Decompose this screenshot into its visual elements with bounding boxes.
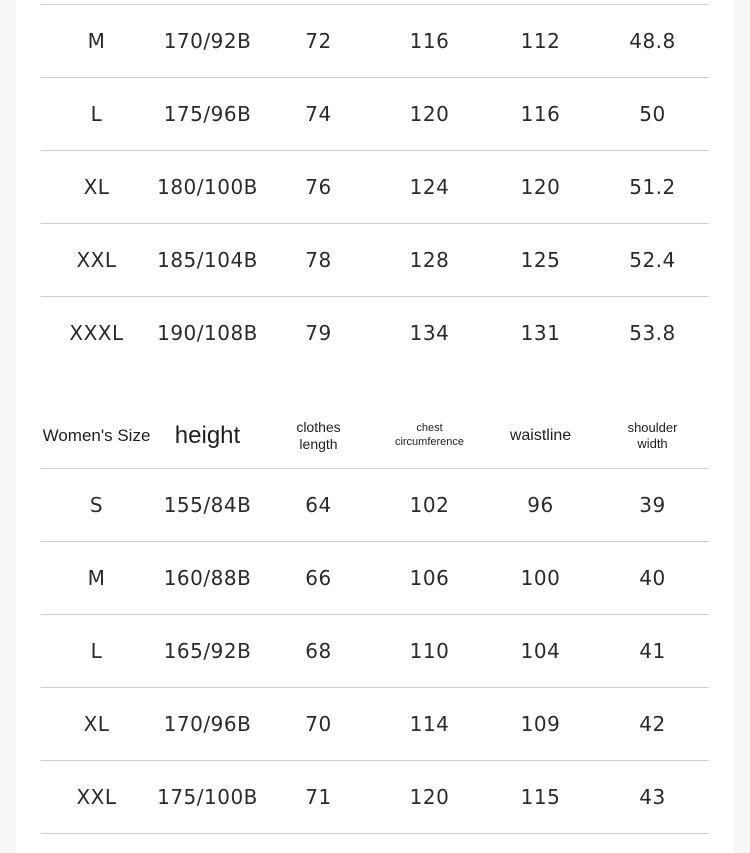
chest-cell: 102 <box>409 493 450 517</box>
waist-cell: 96 <box>527 493 554 517</box>
height-cell: 175/100B <box>157 785 258 809</box>
length-cell: 76 <box>305 175 332 199</box>
waist-cell: 100 <box>520 566 561 590</box>
header-waistline: waistline <box>509 427 572 444</box>
header-shoulder-width <box>596 420 709 453</box>
size-cell: S <box>89 493 104 517</box>
size-cell: XXL <box>76 785 117 809</box>
header-chest-circumference <box>374 422 485 450</box>
length-cell: 64 <box>305 493 332 517</box>
header-size: Women's Size <box>42 426 151 446</box>
table-row <box>41 297 709 369</box>
size-cell: XL <box>83 175 110 199</box>
waist-cell: 131 <box>520 321 561 345</box>
header-clothes-length <box>263 419 374 454</box>
header-height: height <box>174 422 241 449</box>
table-header <box>41 404 709 469</box>
shoulder-cell: 51.2 <box>629 175 676 199</box>
size-cell: XXL <box>76 248 117 272</box>
header-shoulder-line1: shoulder <box>627 419 678 435</box>
women-size-table <box>41 404 709 834</box>
waist-cell: 125 <box>520 248 561 272</box>
chest-cell: 128 <box>409 248 450 272</box>
table-row <box>41 78 709 151</box>
length-cell: 79 <box>305 321 332 345</box>
length-cell: 68 <box>305 639 332 663</box>
waist-cell: 116 <box>520 102 561 126</box>
size-cell: XL <box>83 712 110 736</box>
table-row <box>41 469 709 542</box>
waist-cell: 109 <box>520 712 561 736</box>
shoulder-cell: 42 <box>639 712 666 736</box>
shoulder-cell: 39 <box>639 493 666 517</box>
length-cell: 70 <box>305 712 332 736</box>
height-cell: 175/96B <box>163 102 252 126</box>
size-cell: L <box>90 639 103 663</box>
header-chest-line2: circumference <box>394 436 465 448</box>
height-cell: 185/104B <box>157 248 258 272</box>
chest-cell: 134 <box>409 321 450 345</box>
shoulder-cell: 43 <box>639 785 666 809</box>
waist-cell: 120 <box>520 175 561 199</box>
height-cell: 165/92B <box>163 639 252 663</box>
header-clothes-length-line1: clothes <box>296 418 341 435</box>
length-cell: 74 <box>305 102 332 126</box>
header-chest-line1: chest <box>416 422 443 435</box>
header-shoulder-line2: width <box>637 436 668 451</box>
length-cell: 71 <box>305 785 332 809</box>
chest-cell: 120 <box>409 785 450 809</box>
table-row <box>41 688 709 761</box>
shoulder-cell: 53.8 <box>629 321 676 345</box>
chest-cell: 116 <box>409 29 450 53</box>
waist-cell: 115 <box>520 785 561 809</box>
length-cell: 72 <box>305 29 332 53</box>
size-cell: XXXL <box>69 321 124 345</box>
height-cell: 170/96B <box>163 712 252 736</box>
shoulder-cell: 50 <box>639 102 666 126</box>
height-cell: 170/92B <box>163 29 252 53</box>
size-cell: M <box>87 29 106 53</box>
table-row <box>41 761 709 834</box>
chest-cell: 120 <box>409 102 450 126</box>
table-row <box>41 5 709 78</box>
length-cell: 66 <box>305 566 332 590</box>
table-row <box>41 151 709 224</box>
chest-cell: 110 <box>409 639 450 663</box>
table-row <box>41 615 709 688</box>
shoulder-cell: 40 <box>639 566 666 590</box>
shoulder-cell: 52.4 <box>629 248 676 272</box>
header-clothes-length-line2: length <box>299 436 338 452</box>
table-row <box>41 542 709 615</box>
shoulder-cell: 41 <box>639 639 666 663</box>
size-cell: L <box>90 102 103 126</box>
length-cell: 78 <box>305 248 332 272</box>
men-size-table <box>41 4 709 369</box>
waist-cell: 112 <box>520 29 561 53</box>
size-cell: M <box>87 566 106 590</box>
height-cell: 155/84B <box>163 493 252 517</box>
height-cell: 160/88B <box>163 566 252 590</box>
chest-cell: 106 <box>409 566 450 590</box>
height-cell: 190/108B <box>157 321 258 345</box>
shoulder-cell: 48.8 <box>629 29 676 53</box>
chest-cell: 114 <box>409 712 450 736</box>
height-cell: 180/100B <box>157 175 258 199</box>
table-row <box>41 224 709 297</box>
waist-cell: 104 <box>520 639 561 663</box>
chest-cell: 124 <box>409 175 450 199</box>
